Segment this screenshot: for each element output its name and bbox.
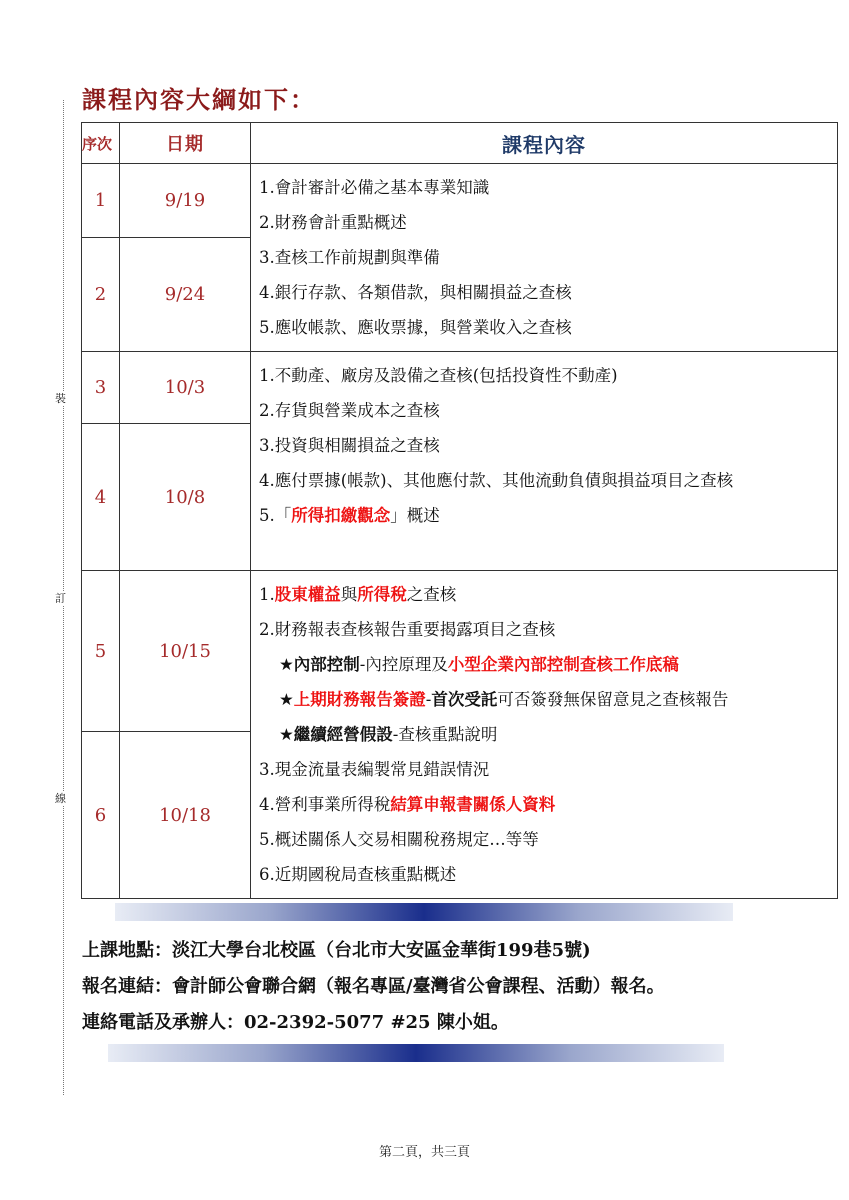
content-line: 5.概述關係人交易相關稅務規定…等等: [259, 830, 539, 849]
outline-heading: 課程內容大綱如下：: [82, 86, 316, 114]
decorative-bar-top: [115, 903, 733, 921]
text-segment: 可否簽發無保留意見之查核報告: [497, 690, 729, 709]
table-row: [82, 571, 838, 732]
text-segment: 之查核: [406, 585, 457, 604]
content-block-2: [251, 352, 838, 571]
table-row: [82, 164, 838, 238]
binding-mark-ding: 訂: [55, 592, 66, 605]
binding-mark-zhuang: 裝: [55, 392, 66, 405]
course-schedule-table: [81, 122, 838, 899]
bold-text: 內部控制: [293, 655, 360, 674]
text-segment: -內控原理及: [359, 655, 448, 674]
content-block-3: [251, 571, 838, 899]
highlight-text: 小型企業內部控制查核工作底稿: [447, 655, 679, 674]
text-segment: 1.: [259, 585, 275, 604]
content-line: 3.投資與相關損益之查核: [259, 436, 440, 455]
seq-cell: 5: [82, 571, 120, 732]
contact-info: 連絡電話及承辦人：02-2392-5077 #25 陳小姐。: [82, 1012, 509, 1033]
content-line: 4.應付票據(帳款)、其他應付款、其他流動負債與損益項目之查核: [259, 471, 734, 490]
text-segment: 」概述: [390, 506, 440, 525]
content-line: [259, 682, 833, 717]
seq-cell: 4: [82, 424, 120, 571]
content-line: [259, 498, 833, 533]
content-line: 2.財務報表查核報告重要揭露項目之查核: [259, 620, 556, 639]
bold-text: 首次受託: [431, 690, 498, 709]
content-line: 6.近期國稅局查核重點概述: [259, 865, 457, 884]
highlight-text: 上期財務報告簽證: [293, 690, 426, 709]
content-line: 1.不動產、廠房及設備之查核(包括投資性不動產): [259, 366, 618, 385]
content-line: 3.現金流量表編製常見錯誤情況: [259, 760, 490, 779]
seq-cell: 1: [82, 164, 120, 238]
header-date: 日期: [120, 123, 251, 164]
content-line: [259, 577, 833, 612]
date-cell: 10/15: [120, 571, 251, 732]
date-cell: 9/24: [120, 237, 251, 351]
content-line: 4.銀行存款、各類借款，與相關損益之查核: [259, 283, 572, 302]
star-icon: ★: [279, 725, 294, 744]
content-line: 5.應收帳款、應收票據，與營業收入之查核: [259, 318, 572, 337]
content-line: 2.存貨與營業成本之查核: [259, 401, 440, 420]
star-icon: ★: [279, 655, 294, 674]
content-line: 1.會計審計必備之基本專業知識: [259, 178, 490, 197]
table-row: [82, 352, 838, 424]
content-line: 2.財務會計重點概述: [259, 213, 407, 232]
highlight-text: 股東權益: [274, 585, 341, 604]
decorative-bar-bottom: [108, 1044, 724, 1062]
page-number: 第二頁，共三頁: [378, 1145, 470, 1160]
text-segment: 4.營利事業所得稅: [259, 795, 391, 814]
date-cell: 10/8: [120, 424, 251, 571]
content-line: 3.查核工作前規劃與準備: [259, 248, 440, 267]
date-cell: 9/19: [120, 164, 251, 238]
text-segment: -: [425, 690, 432, 709]
header-seq: 序次: [82, 123, 120, 164]
content-line: [259, 717, 833, 752]
seq-cell: 3: [82, 352, 120, 424]
registration-info: 報名連結：會計師公會聯合網（報名專區/臺灣省公會課程、活動）報名。: [82, 976, 665, 997]
course-location: 上課地點：淡江大學台北校區（台北市大安區金華街199巷5號): [82, 940, 591, 961]
content-block-1: [251, 164, 838, 352]
table-header-row: [82, 123, 838, 164]
seq-cell: 2: [82, 237, 120, 351]
header-content: 課程內容: [251, 123, 838, 164]
date-cell: 10/18: [120, 732, 251, 899]
highlight-text: 所得稅: [357, 585, 407, 604]
highlight-text: 結算申報書關係人資料: [390, 795, 556, 814]
seq-cell: 6: [82, 732, 120, 899]
text-segment: 5.「: [259, 506, 292, 525]
text-segment: -查核重點說明: [392, 725, 498, 744]
date-cell: 10/3: [120, 352, 251, 424]
bold-text: 繼續經營假設: [293, 725, 393, 744]
highlight-text: 所得扣繳觀念: [291, 506, 391, 525]
binding-mark-xian: 線: [55, 792, 66, 805]
content-line: [259, 647, 833, 682]
text-segment: 與: [340, 585, 358, 604]
star-icon: ★: [279, 690, 294, 709]
content-line: [259, 787, 833, 822]
